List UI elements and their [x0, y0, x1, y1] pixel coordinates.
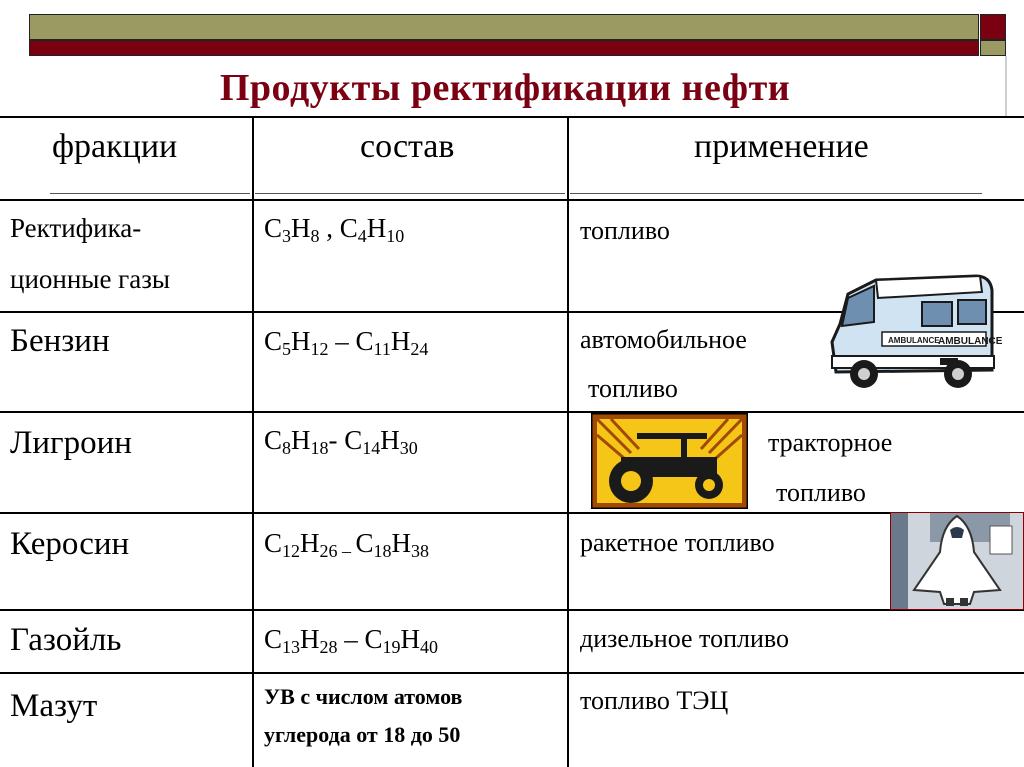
space-shuttle-icon: [890, 512, 1024, 615]
usage-text-cont: топливо: [776, 478, 866, 507]
fraction-name: Мазут: [10, 688, 98, 724]
header-square-olive: [980, 40, 1006, 56]
formula-part: 30: [399, 438, 418, 458]
formula-part: H: [380, 425, 400, 455]
formula-part: H: [300, 624, 320, 654]
composition-note: УВ с числом атомов: [264, 684, 463, 709]
header-square-red: [980, 14, 1006, 40]
usage-text-cont: топливо: [588, 374, 678, 403]
formula-part: 8: [310, 226, 320, 246]
formula-part: 4: [357, 226, 367, 246]
column-header-usage: применение: [694, 128, 869, 165]
formula-part: C: [264, 326, 283, 356]
usage-text: топливо ТЭЦ: [580, 686, 729, 715]
table-row-divider: [0, 411, 1024, 413]
header-underline: [50, 193, 250, 194]
header-underline: [255, 193, 565, 194]
formula-part: 38: [411, 541, 430, 561]
formula-part: H: [291, 326, 311, 356]
fraction-name: Керосин: [10, 526, 130, 562]
formula-part: 11: [373, 339, 391, 359]
tractor-icon: [591, 413, 748, 514]
svg-text:AMBULANCE: AMBULANCE: [938, 336, 1002, 347]
formula-part: 12: [282, 541, 301, 561]
formula-part: 19: [382, 637, 401, 657]
formula-part: 5: [282, 339, 292, 359]
column-header-composition: состав: [360, 128, 455, 165]
fraction-name: Газойль: [10, 622, 122, 658]
usage-text: дизельное топливо: [580, 624, 789, 653]
fraction-name: Ректифика-: [10, 213, 142, 243]
svg-text:AMBULANCE: AMBULANCE: [888, 336, 940, 345]
formula-part: H: [291, 425, 311, 455]
formula-part: H: [366, 213, 387, 243]
formula-part: 18: [310, 438, 329, 458]
page-title: Продукты ректификации нефти: [219, 67, 791, 109]
column-divider: [567, 116, 569, 767]
fraction-name-cont: ционные газы: [10, 264, 171, 294]
formula-part: 28: [319, 637, 338, 657]
formula-part: 14: [362, 438, 381, 458]
formula-part: H: [291, 213, 311, 243]
composition-formula: [264, 326, 428, 360]
formula-part: – C: [328, 326, 374, 356]
formula-part: C: [264, 425, 283, 455]
column-divider: [252, 116, 254, 767]
header-underline: [570, 193, 982, 194]
formula-part: 12: [310, 339, 329, 359]
table-row-divider: [0, 512, 1024, 514]
usage-text: ракетное топливо: [580, 528, 775, 557]
composition-formula: [264, 528, 429, 562]
column-header-fractions: фракции: [52, 128, 178, 165]
composition-formula: [264, 425, 418, 459]
table-row-divider: [0, 609, 1024, 611]
formula-part: 24: [410, 339, 429, 359]
formula-part: 40: [420, 637, 439, 657]
formula-part: 13: [282, 637, 301, 657]
header-bar-red: [29, 40, 979, 56]
ambulance-icon: [826, 272, 1002, 403]
formula-part: 10: [386, 226, 405, 246]
formula-part: C: [264, 624, 283, 654]
formula-part: , C: [319, 213, 358, 243]
table-row-divider: [0, 199, 1024, 201]
table-top-border: [0, 116, 1024, 118]
formula-part: C: [264, 528, 283, 558]
header-bar-olive: [29, 14, 979, 40]
formula-part: 18: [373, 541, 392, 561]
formula-part: - C: [328, 425, 363, 455]
composition-note-cont: углерода от 18 до 50: [264, 722, 461, 747]
composition-formula: [264, 624, 438, 658]
usage-text: автомобильное: [580, 325, 747, 354]
formula-part: 3: [282, 226, 292, 246]
fraction-name: Бензин: [10, 323, 110, 359]
fraction-name: Лигроин: [10, 425, 132, 461]
formula-part: H: [400, 624, 421, 654]
formula-part: 8: [282, 438, 292, 458]
table-row-divider: [0, 672, 1024, 674]
composition-formula: [264, 213, 404, 247]
formula-part: H: [300, 528, 320, 558]
formula-part: 26 –: [319, 541, 356, 561]
formula-part: C: [355, 528, 374, 558]
formula-part: – C: [337, 624, 383, 654]
formula-part: C: [264, 213, 283, 243]
formula-part: H: [391, 528, 412, 558]
usage-text: тракторное: [768, 428, 893, 457]
usage-text: топливо: [580, 216, 670, 245]
formula-part: H: [390, 326, 411, 356]
